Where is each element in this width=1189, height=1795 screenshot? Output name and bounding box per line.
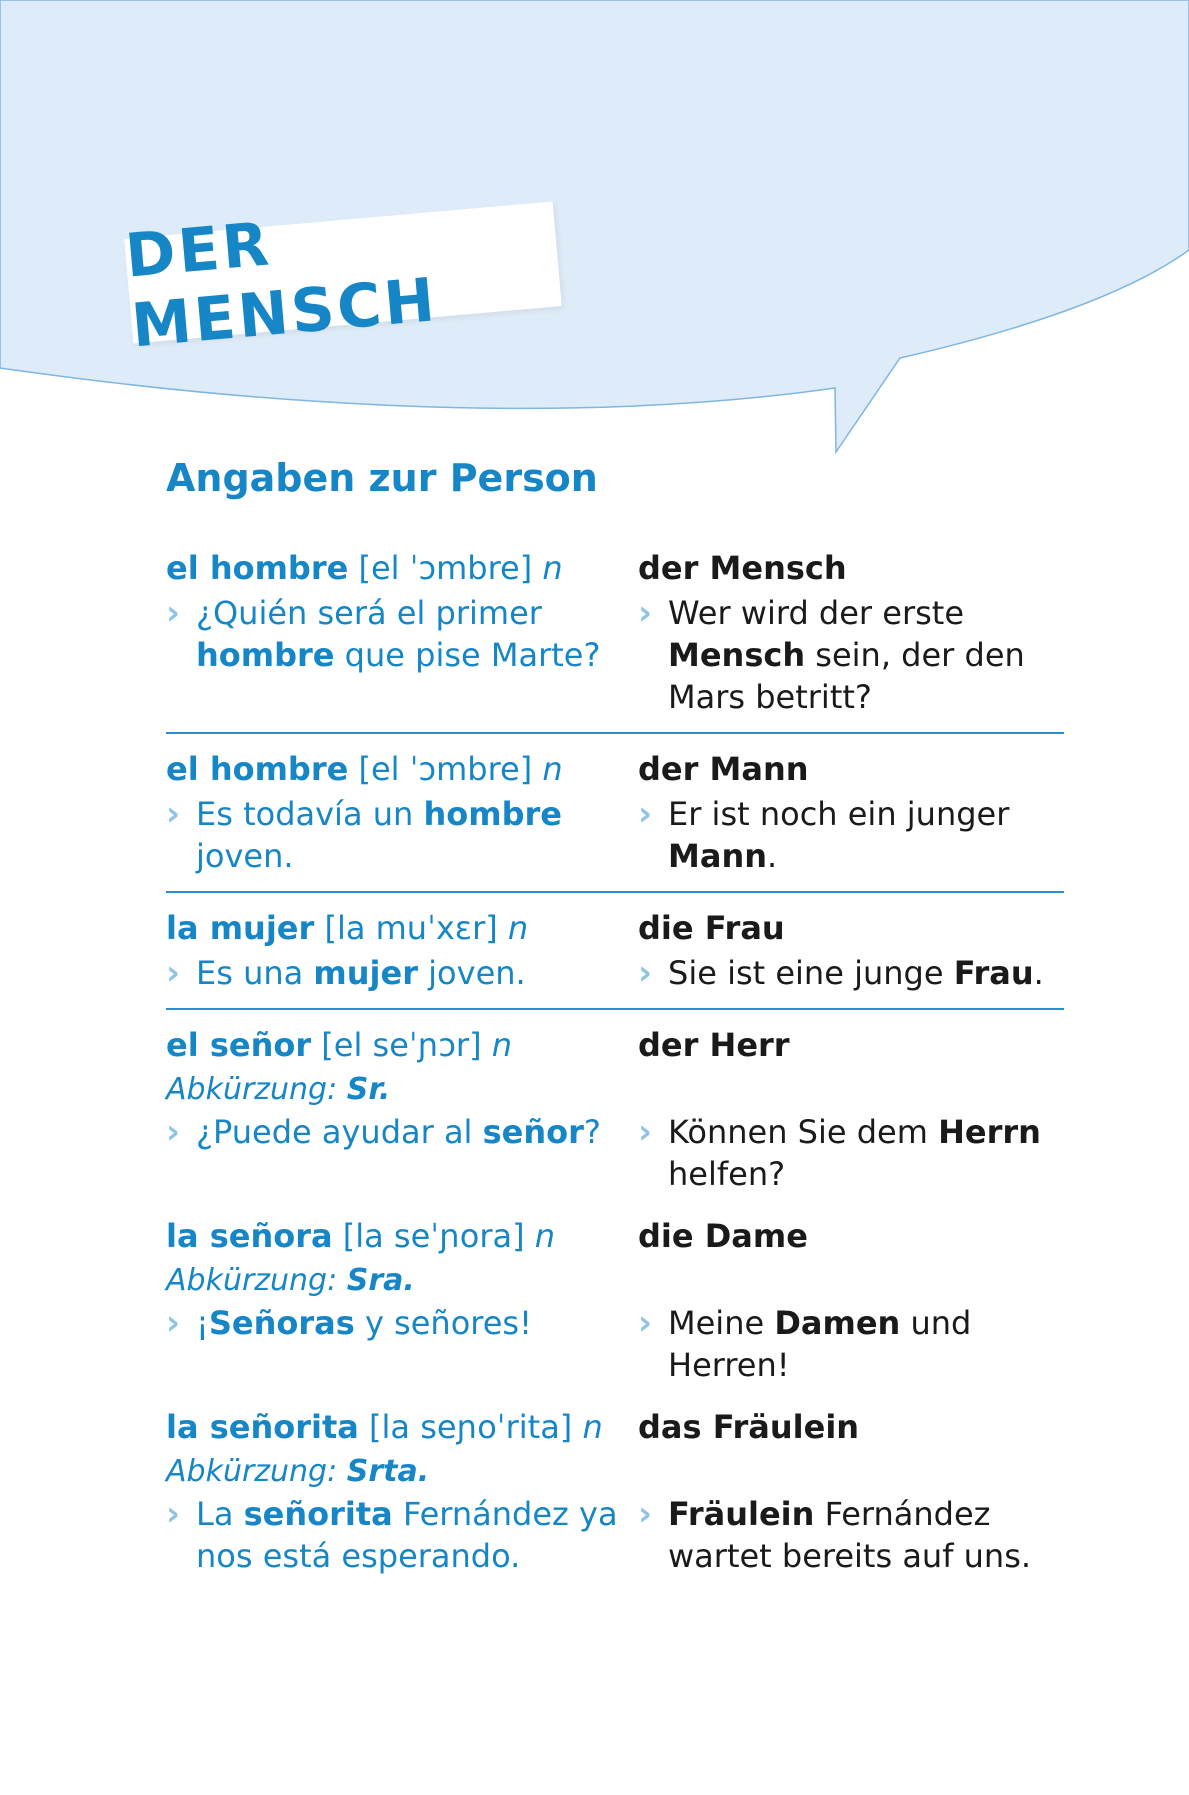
vocab-entry xyxy=(166,545,1064,734)
chevron-icon: › xyxy=(166,953,181,993)
german-example: › Meine Damen und Herren! xyxy=(638,1303,972,1384)
vocab-entry xyxy=(166,1022,1064,1213)
example-keyword: Señoras xyxy=(208,1304,355,1342)
part-of-speech: n xyxy=(507,909,529,947)
part-of-speech: n xyxy=(582,1408,603,1446)
example-keyword: Herrn xyxy=(938,1113,1041,1151)
entry-divider xyxy=(166,1008,1064,1010)
abbreviation: Sr. xyxy=(346,1072,391,1107)
chapter-title-card xyxy=(122,201,562,361)
spanish-example: › La señorita Fernández ya nos está esperando. xyxy=(166,1494,618,1575)
spanish-headword: la señora xyxy=(166,1217,333,1255)
chevron-icon: › xyxy=(166,1112,181,1152)
chevron-icon: › xyxy=(638,593,653,633)
spanish-headword-line xyxy=(166,905,638,952)
spanish-headword-line xyxy=(166,746,638,793)
pronunciation: [la seɲoˈrita] xyxy=(369,1408,573,1446)
german-example: › Fräulein Fernández wartet bereits auf uns. xyxy=(638,1494,1032,1575)
german-example: › Wer wird der erste Mensch sein, der den Mars betritt? xyxy=(638,593,1025,716)
chevron-icon: › xyxy=(638,1112,653,1152)
entry-divider xyxy=(166,732,1064,734)
part-of-speech: n xyxy=(491,1026,513,1064)
vocabulary-list xyxy=(166,545,1064,1577)
vocab-entry xyxy=(166,746,1064,893)
spanish-headword: el hombre xyxy=(166,750,349,788)
example-keyword: hombre xyxy=(423,795,562,833)
pronunciation: [el seˈɲɔr] xyxy=(321,1026,482,1064)
example-keyword: Fräulein xyxy=(668,1495,815,1533)
chevron-icon: › xyxy=(166,1494,181,1534)
chevron-icon: › xyxy=(166,1303,181,1343)
chevron-icon: › xyxy=(638,1494,653,1534)
spanish-example: › ¿Quién será el primer hombre que pise Marte? xyxy=(166,593,601,674)
abbreviation-line: Abkürzung: Sr. xyxy=(166,1072,391,1107)
german-translation: der Mann xyxy=(638,750,809,788)
spanish-example: › Es una mujer joven. xyxy=(166,953,526,993)
entry-divider xyxy=(166,891,1064,893)
german-translation: die Frau xyxy=(638,909,785,947)
pronunciation: [la muˈxɛr] xyxy=(324,909,498,947)
chapter-title: DER MENSCH xyxy=(122,208,441,361)
german-example: › Sie ist eine junge Frau. xyxy=(638,953,1044,993)
german-translation: der Mensch xyxy=(638,549,847,587)
example-keyword: Frau xyxy=(953,954,1034,992)
example-keyword: mujer xyxy=(313,954,418,992)
german-translation: der Herr xyxy=(638,1026,790,1064)
spanish-headword: el hombre xyxy=(166,549,349,587)
section-heading: Angaben zur Person xyxy=(166,456,598,500)
part-of-speech: n xyxy=(542,750,563,788)
pronunciation: [el ˈɔmbre] xyxy=(358,549,533,587)
german-translation: das Fräulein xyxy=(638,1408,860,1446)
pronunciation: [la seˈɲora] xyxy=(342,1217,525,1255)
example-keyword: hombre xyxy=(196,636,335,674)
spanish-headword: la señorita xyxy=(166,1408,359,1446)
german-translation: die Dame xyxy=(638,1217,808,1255)
spanish-headword-line xyxy=(166,1404,638,1451)
chevron-icon: › xyxy=(638,1303,653,1343)
vocab-entry xyxy=(166,1404,1064,1577)
pronunciation: [el ˈɔmbre] xyxy=(358,750,533,788)
chevron-icon: › xyxy=(166,593,181,633)
spanish-headword-line xyxy=(166,1213,638,1260)
example-keyword: señorita xyxy=(243,1495,393,1533)
german-example: › Er ist noch ein junger Mann. xyxy=(638,794,1010,875)
example-keyword: Mensch xyxy=(668,636,806,674)
spanish-example: › ¡Señoras y señores! xyxy=(166,1303,532,1343)
german-example: › Können Sie dem Herrn helfen? xyxy=(638,1112,1041,1193)
vocab-entry xyxy=(166,1213,1064,1404)
vocab-entry xyxy=(166,905,1064,1010)
abbreviation-line: Abkürzung: Srta. xyxy=(166,1454,430,1489)
part-of-speech: n xyxy=(534,1217,556,1255)
chevron-icon: › xyxy=(166,794,181,834)
spanish-headword-line xyxy=(166,545,638,592)
spanish-headword: el señor xyxy=(166,1026,312,1064)
spanish-example: › ¿Puede ayudar al señor? xyxy=(166,1112,601,1152)
abbreviation: Srta. xyxy=(346,1454,430,1489)
abbreviation-line: Abkürzung: Sra. xyxy=(166,1263,415,1298)
example-keyword: Damen xyxy=(774,1304,901,1342)
example-keyword: señor xyxy=(482,1113,584,1151)
spanish-example: › Es todavía un hombre joven. xyxy=(166,794,562,875)
abbreviation: Sra. xyxy=(346,1263,415,1298)
part-of-speech: n xyxy=(542,549,563,587)
chevron-icon: › xyxy=(638,953,653,993)
example-keyword: Mann xyxy=(668,837,767,875)
spanish-headword: la mujer xyxy=(166,909,315,947)
spanish-headword-line xyxy=(166,1022,638,1069)
chevron-icon: › xyxy=(638,794,653,834)
